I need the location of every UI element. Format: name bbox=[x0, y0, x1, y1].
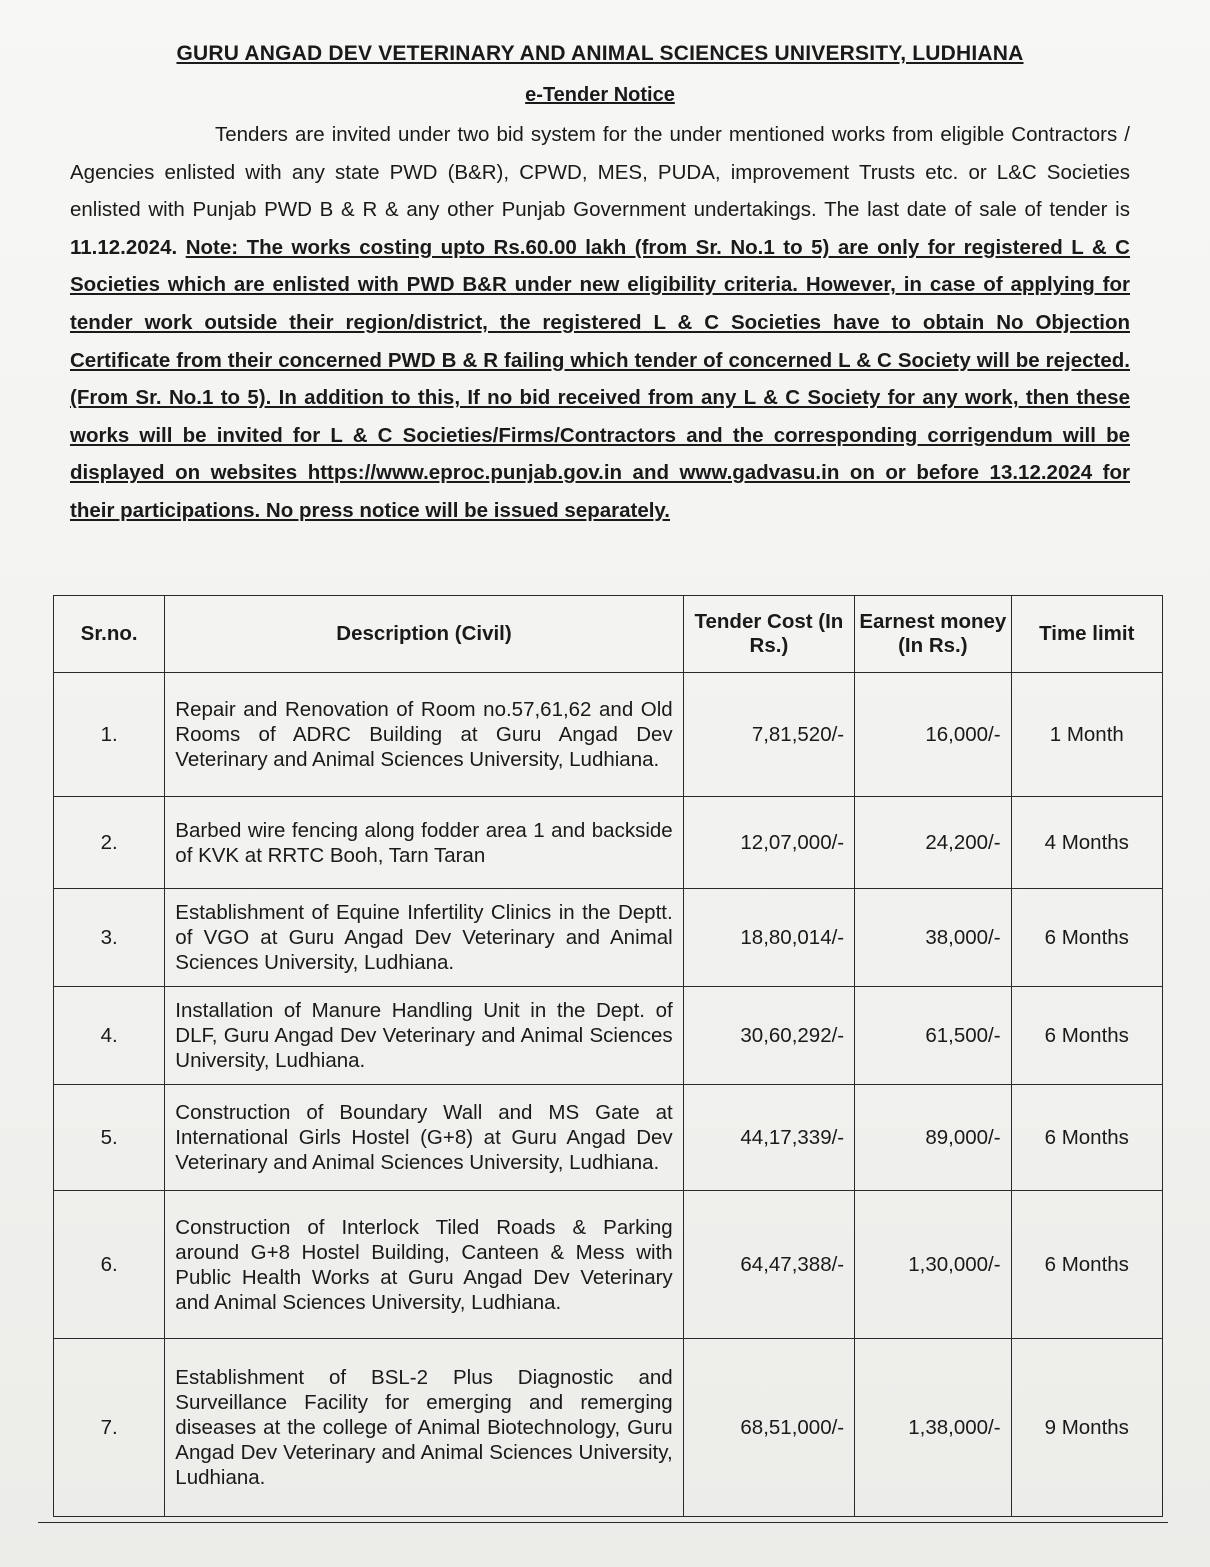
cell-sr: 4. bbox=[54, 987, 165, 1085]
cell-description: Repair and Renovation of Room no.57,61,62 and Old Rooms of ADRC Building at Guru Angad Dev Veterinary and Animal Sciences University, Ludhiana. bbox=[165, 673, 683, 797]
cell-description: Construction of Interlock Tiled Roads & Parking around G+8 Hostel Building, Canteen & Mess with Public Health Works at Guru Angad Dev Veterinary and Animal Sciences University, Ludhiana. bbox=[165, 1191, 683, 1339]
cell-description: Establishment of Equine Infertility Clinics in the Deptt. of VGO at Guru Angad Dev Veterinary and Animal Sciences University, Ludhiana. bbox=[165, 889, 683, 987]
cell-tender-cost: 18,80,014/- bbox=[683, 889, 854, 987]
cell-time-limit: 6 Months bbox=[1011, 889, 1162, 987]
header-description: Description (Civil) bbox=[165, 596, 683, 673]
table-row bbox=[54, 889, 1163, 987]
cell-tender-cost: 7,81,520/- bbox=[683, 673, 854, 797]
cell-sr: 6. bbox=[54, 1191, 165, 1339]
table-row bbox=[54, 1085, 1163, 1191]
header-earnest-money: Earnest money (In Rs.) bbox=[855, 596, 1011, 673]
cell-tender-cost: 64,47,388/- bbox=[683, 1191, 854, 1339]
cell-earnest-money: 24,200/- bbox=[855, 797, 1011, 889]
cell-tender-cost: 12,07,000/- bbox=[683, 797, 854, 889]
cell-sr: 1. bbox=[54, 673, 165, 797]
intro-text: Tenders are invited under two bid system for the under mentioned works from eligible Contractors / Agencies enlisted with any state PWD (B&R), CPWD, MES, PUDA, improvement Trusts etc. or L&C Societies enlisted with Punjab PWD B & R & any other Punjab Government undertakings. The last date of sale of tender is bbox=[70, 123, 1130, 222]
table-row bbox=[54, 673, 1163, 797]
cell-description: Barbed wire fencing along fodder area 1 and backside of KVK at RRTC Booh, Tarn Taran bbox=[165, 797, 683, 889]
cell-sr: 2. bbox=[54, 797, 165, 889]
header-time-limit: Time limit bbox=[1011, 596, 1162, 673]
cell-earnest-money: 89,000/- bbox=[855, 1085, 1011, 1191]
table-row bbox=[54, 987, 1163, 1085]
cell-tender-cost: 30,60,292/- bbox=[683, 987, 854, 1085]
cell-earnest-money: 61,500/- bbox=[855, 987, 1011, 1085]
last-date-period: . bbox=[171, 235, 178, 259]
cell-earnest-money: 16,000/- bbox=[855, 673, 1011, 797]
table-header-row bbox=[54, 596, 1163, 673]
cell-time-limit: 9 Months bbox=[1011, 1339, 1162, 1517]
university-title: GURU ANGAD DEV VETERINARY AND ANIMAL SCIENCES UNIVERSITY, LUDHIANA bbox=[176, 42, 1024, 65]
header-tender-cost: Tender Cost (In Rs.) bbox=[683, 596, 854, 673]
cell-tender-cost: 44,17,339/- bbox=[683, 1085, 854, 1191]
cell-time-limit: 4 Months bbox=[1011, 797, 1162, 889]
cell-earnest-money: 38,000/- bbox=[855, 889, 1011, 987]
cell-description: Construction of Boundary Wall and MS Gate at International Girls Hostel (G+8) at Guru Angad Dev Veterinary and Animal Sciences University, Ludhiana. bbox=[165, 1085, 683, 1191]
last-date: 11.12.2024 bbox=[70, 235, 172, 259]
tender-table bbox=[53, 595, 1163, 1517]
table-row bbox=[54, 797, 1163, 889]
notice-body bbox=[70, 116, 1130, 530]
cell-sr: 5. bbox=[54, 1085, 165, 1191]
notice-subtitle: e-Tender Notice bbox=[525, 84, 675, 106]
cell-time-limit: 6 Months bbox=[1011, 1191, 1162, 1339]
cell-tender-cost: 68,51,000/- bbox=[683, 1339, 854, 1517]
cell-description: Establishment of BSL-2 Plus Diagnostic and Surveillance Facility for emerging and remerging diseases at the college of Animal Biotechnology, Guru Angad Dev Veterinary and Animal Sciences University, Ludhiana. bbox=[165, 1339, 683, 1517]
table-row bbox=[54, 1339, 1163, 1517]
cell-description: Installation of Manure Handling Unit in the Dept. of DLF, Guru Angad Dev Veterinary and Animal Sciences University, Ludhiana. bbox=[165, 987, 683, 1085]
table-row bbox=[54, 1191, 1163, 1339]
cell-earnest-money: 1,30,000/- bbox=[855, 1191, 1011, 1339]
cell-time-limit: 6 Months bbox=[1011, 987, 1162, 1085]
cell-sr: 7. bbox=[54, 1339, 165, 1517]
eligibility-note: Note: The works costing upto Rs.60.00 lakh (from Sr. No.1 to 5) are only for registered L & C Societies which are enlisted with PWD B&R under new eligibility criteria. However, in case of applying for tender work outside their region/district, the registered L & C Societies have to obtain No Objection Certificate from their concerned PWD B & R failing which tender of concerned L & C Society will be rejected. (From Sr. No.1 to 5). In addition to this, If no bid received from any L & C Society for any work, then these works will be invited for L & C Societies/Firms/Contractors and the corresponding corrigendum will be displayed on websites https://www.eproc.punjab.gov.in and www.gadvasu.in on or before 13.12.2024 for their participations. No press notice will be issued separately. bbox=[70, 235, 1130, 522]
page-bottom-rule bbox=[38, 1522, 1168, 1523]
cell-earnest-money: 1,38,000/- bbox=[855, 1339, 1011, 1517]
cell-time-limit: 6 Months bbox=[1011, 1085, 1162, 1191]
cell-time-limit: 1 Month bbox=[1011, 673, 1162, 797]
header-sr: Sr.no. bbox=[54, 596, 165, 673]
cell-sr: 3. bbox=[54, 889, 165, 987]
